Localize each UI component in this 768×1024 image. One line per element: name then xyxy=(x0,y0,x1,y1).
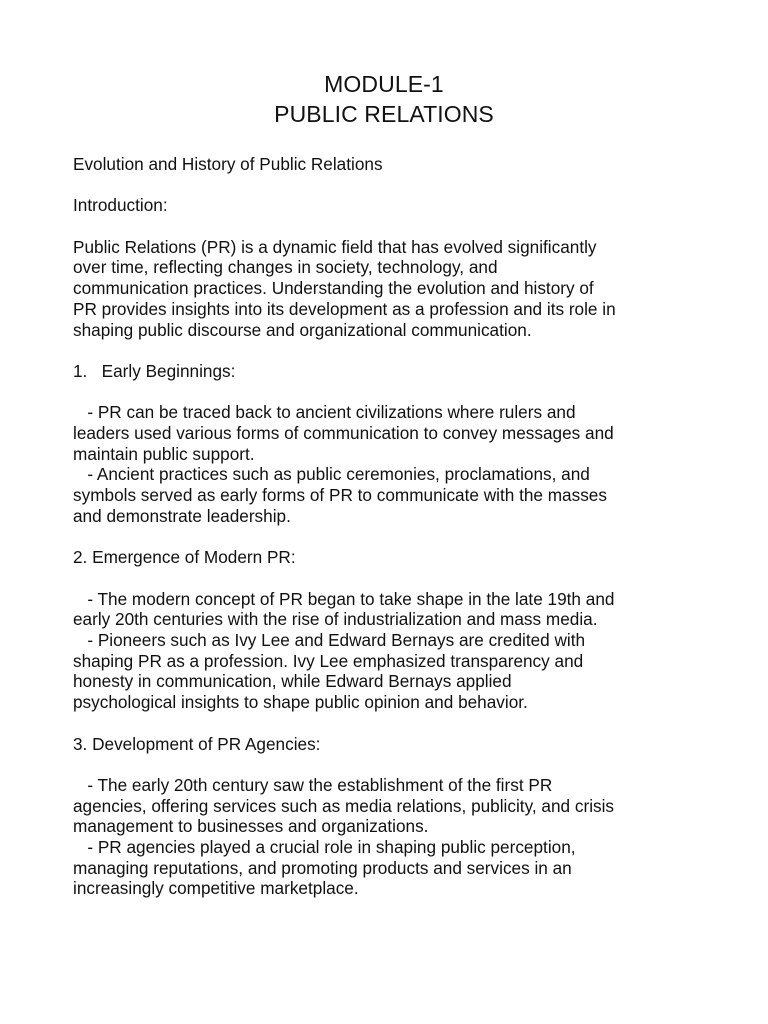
document-heading: Evolution and History of Public Relations xyxy=(73,154,383,174)
introduction-paragraph xyxy=(73,237,713,341)
introduction-label: Introduction: xyxy=(73,195,168,216)
section-3-body xyxy=(73,775,713,899)
section-1-line: - Ancient practices such as public ceremonies, proclamations, and xyxy=(73,464,590,485)
section-3-line: - The early 20th century saw the establishment of the first PR xyxy=(73,774,553,795)
section-1-line: symbols served as early forms of PR to communicate with the masses xyxy=(73,485,607,506)
document-body xyxy=(73,154,713,899)
section-2-line: - Pioneers such as Ivy Lee and Edward Bernays are credited with xyxy=(73,630,586,651)
intro-line: Public Relations (PR) is a dynamic field that has evolved significantly xyxy=(73,236,597,257)
section-2-line: shaping PR as a profession. Ivy Lee emphasized transparency and xyxy=(73,650,584,671)
section-1-line: leaders used various forms of communication to convey messages and xyxy=(73,423,614,444)
intro-line: communication practices. Understanding the evolution and history of xyxy=(73,278,594,299)
section-2-line: early 20th centuries with the rise of industrialization and mass media. xyxy=(73,609,598,630)
section-3-heading: 3. Development of PR Agencies: xyxy=(73,733,321,754)
intro-line: PR provides insights into its development as a profession and its role in xyxy=(73,298,616,319)
section-1-heading: 1. Early Beginnings: xyxy=(73,360,236,381)
section-3-line: increasingly competitive marketplace. xyxy=(73,878,359,899)
section-1-line: maintain public support. xyxy=(73,443,255,464)
subject-title: PUBLIC RELATIONS xyxy=(274,101,494,127)
intro-line: shaping public discourse and organizational communication. xyxy=(73,319,532,340)
module-title: MODULE-1 xyxy=(324,71,444,97)
section-1-body xyxy=(73,402,713,526)
section-3-line: agencies, offering services such as media relations, publicity, and crisis xyxy=(73,795,615,816)
intro-line: over time, reflecting changes in society, technology, and xyxy=(73,257,498,278)
section-3-line: - PR agencies played a crucial role in shaping public perception, xyxy=(73,837,576,858)
section-3-line: managing reputations, and promoting products and services in an xyxy=(73,857,572,878)
section-1-line: and demonstrate leadership. xyxy=(73,505,291,526)
section-2-line: honesty in communication, while Edward Bernays applied xyxy=(73,671,512,692)
section-2-body xyxy=(73,589,713,713)
section-3-line: management to businesses and organizations. xyxy=(73,816,429,837)
section-2-line: psychological insights to shape public opinion and behavior. xyxy=(73,692,528,713)
section-2-heading: 2. Emergence of Modern PR: xyxy=(73,547,296,568)
section-2-line: - The modern concept of PR began to take shape in the late 19th and xyxy=(73,588,615,609)
section-1-line: - PR can be traced back to ancient civilizations where rulers and xyxy=(73,402,576,423)
